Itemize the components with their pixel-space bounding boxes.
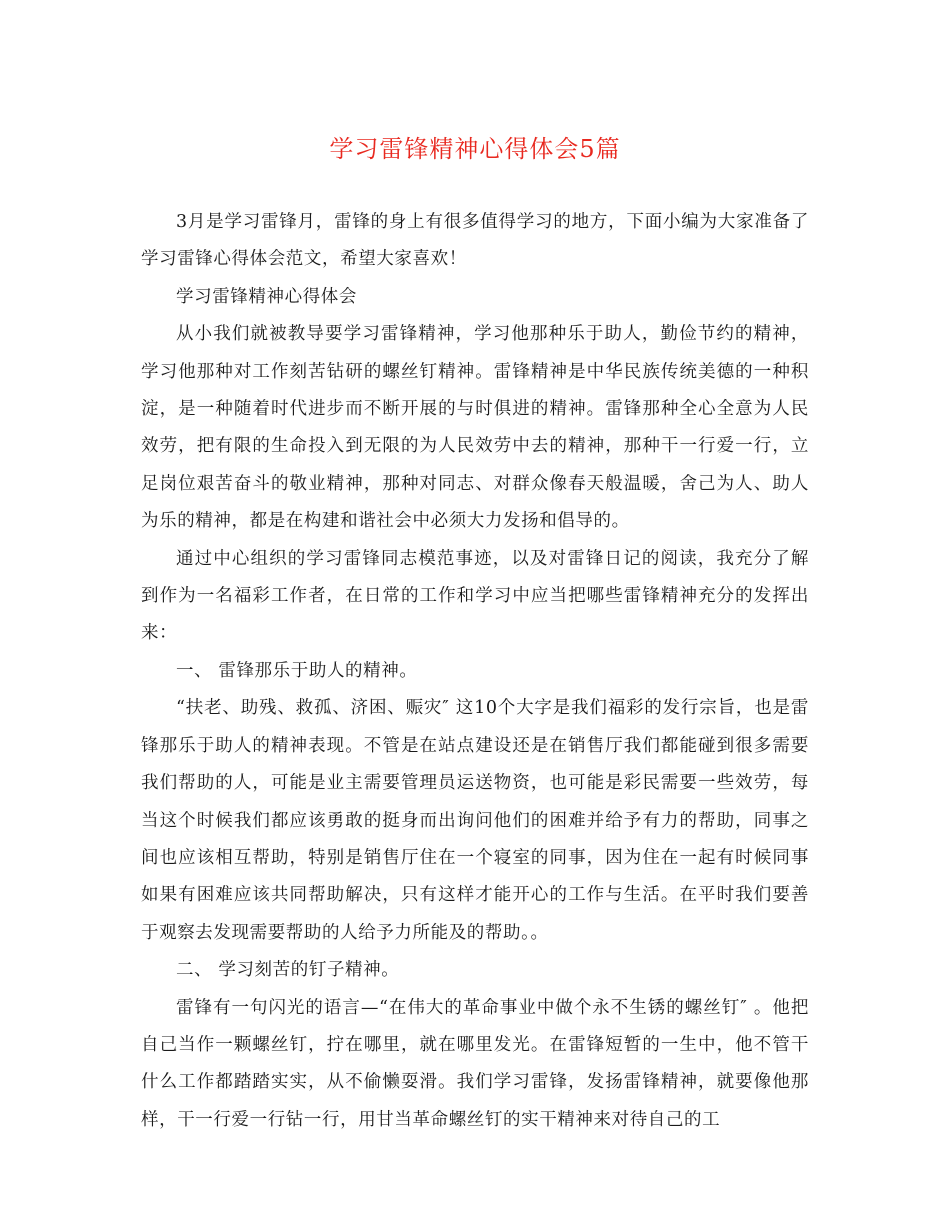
paragraph-body: 雷锋有一句闪光的语言—“在伟大的革命事业中做个永不生锈的螺丝钉″ 。他把自己当作一颗螺丝钉，拧在哪里，就在哪里发光。在雷锋短暂的一生中，他不管干什么工作都踏踏实实，从不偷懒耍滑。我们学习雷锋，发扬雷锋精神，就要像他那样，干一行爱一行钻一行，用甘当革命螺丝钉的实干精神来对待自己的工 [141, 997, 809, 1130]
document-title: 学习雷锋精神心得体会5篇 [329, 135, 621, 163]
paragraph-intro: 3月是学习雷锋月，雷锋的身上有很多值得学习的地方，下面小编为大家准备了学习雷锋心得体会范文，希望大家喜欢！ [141, 212, 809, 270]
paragraph-body: 通过中心组织的学习雷锋同志模范事迹，以及对雷锋日记的阅读，我充分了解到作为一名福彩工作者，在日常的工作和学习中应当把哪些雷锋精神充分的发挥出来： [141, 548, 809, 644]
paragraph-body: 从小我们就被教导要学习雷锋精神，学习他那种乐于助人，勤俭节约的精神，学习他那种对工作刻苦钻研的螺丝钉精神。雷锋精神是中华民族传统美德的一种积淀，是一种随着时代进步而不断开展的与时俱进的精神。雷锋那种全心全意为人民效劳，把有限的生命投入到无限的为人民效劳中去的精神，那种干一行爱一行，立足岗位艰苦奋斗的敬业精神，那种对同志、对群众像春天般温暖，舍己为人、助人为乐的精神，都是在构建和谐社会中必须大力发扬和倡导的。 [141, 324, 809, 532]
paragraph-subheading: 学习雷锋精神心得体会 [176, 286, 357, 307]
document-body [141, 204, 809, 1139]
section-heading: 二、 学习刻苦的钉子精神。 [176, 960, 400, 981]
paragraph-body: “扶老、助残、救孤、济困、赈灾″ 这10个大字是我们福彩的发行宗旨，也是雷锋那乐于助人的精神表现。不管是在站点建设还是在销售厅我们都能碰到很多需要我们帮助的人，可能是业主需要管理员运送物资，也可能是彩民需要一些效劳，每当这个时候我们都应该勇敢的挺身而出询问他们的困难并给予有力的帮助，同事之间也应该相互帮助，特别是销售厅住在一个寝室的同事，因为住在一起有时候同事如果有困难应该共同帮助解决，只有这样才能开心的工作与生活。在平时我们要善于观察去发现需要帮助的人给予力所能及的帮助。。 [141, 698, 809, 943]
section-heading: 一、 雷锋那乐于助人的精神。 [176, 660, 418, 681]
